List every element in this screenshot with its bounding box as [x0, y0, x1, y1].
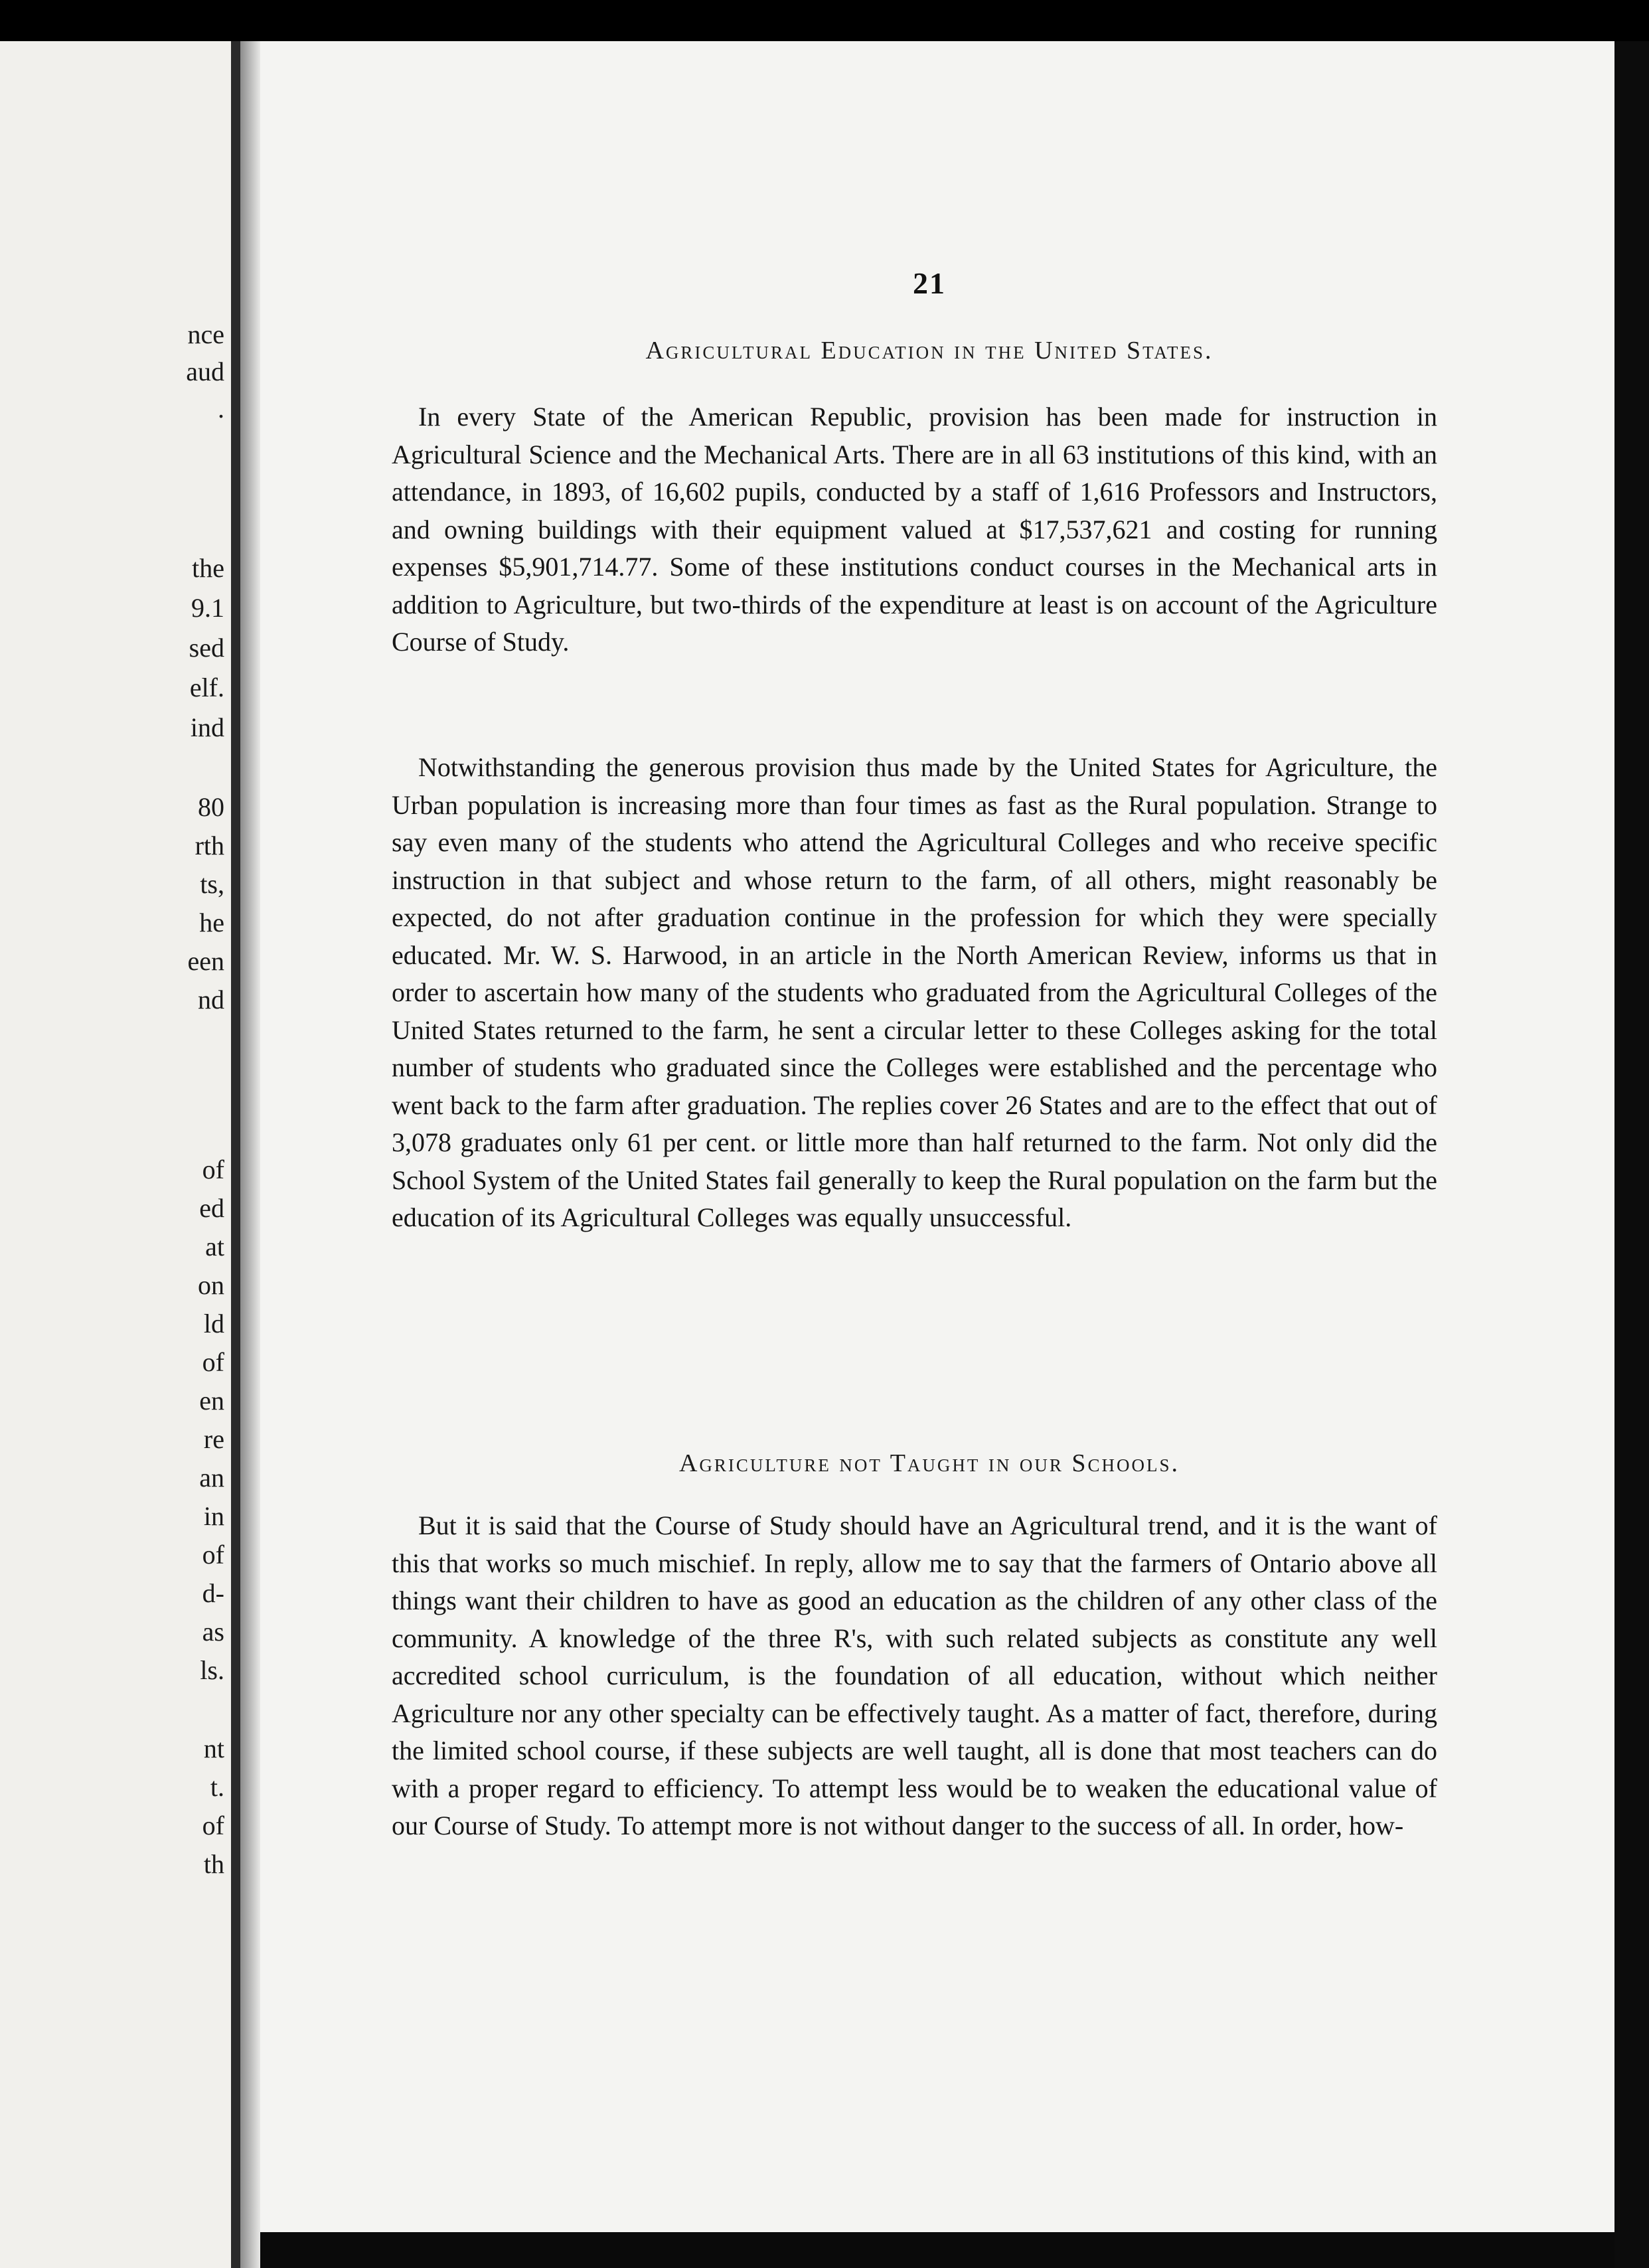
book-binding-gutter	[231, 41, 240, 2268]
left-fragment: ts,	[200, 869, 224, 899]
left-fragment: of	[202, 1347, 224, 1377]
left-fragment: ed	[199, 1193, 224, 1223]
left-fragment: nt	[203, 1734, 224, 1763]
body-paragraph: Notwithstanding the generous provision thus made by the United States for Agriculture, the Urban population is increasing more than four times as fast as the Rural population. Strange to say even many of the students who attend the Agricultural Colleges and who receive specific instruction in that subject and whose return to the farm, of all others, might reasonably be expected, do not after graduation continue in the profession for which they were specially educated. Mr. W. S. Harwood, in an article in the North American Review, informs us that in order to ascertain how many of the students who graduated from the Agricultural Colleges of the United States returned to the farm, he sent a circular letter to these Colleges asking for the total number of students who graduated since the Colleges were established and the percentage who went back to the farm after graduation. The replies cover 26 States and are to the effect that out of 3,078 graduates only 61 per cent. or little more than half returned to the farm. Not only did the School System of the United States fail generally to keep the Rural population on the farm but the education of its Agricultural Colleges was equally unsuccessful.	[392, 752, 1437, 1232]
left-fragment: an	[199, 1463, 224, 1493]
section-heading: Agricultural Education in the United States.	[645, 337, 1214, 364]
left-fragment: elf.	[189, 673, 224, 702]
left-facing-page	[0, 41, 231, 2268]
section-heading: Agriculture not Taught in our Schools.	[678, 1449, 1180, 1477]
left-fragment: ls.	[200, 1655, 224, 1685]
left-fragment: in	[203, 1501, 224, 1531]
left-fragment: at	[205, 1232, 224, 1261]
left-fragment: aud	[186, 357, 224, 386]
left-fragment: ind	[190, 712, 224, 742]
left-fragment: nd	[198, 985, 224, 1014]
left-fragment: .	[218, 394, 224, 424]
left-fragment: of	[202, 1811, 224, 1840]
left-fragment: nce	[187, 319, 224, 349]
gutter-shadow	[240, 41, 260, 2268]
scan-border-right	[1614, 41, 1649, 2268]
left-fragment: ld	[203, 1309, 224, 1338]
left-fragment: een	[187, 946, 224, 976]
left-fragment: d-	[202, 1578, 224, 1608]
left-fragment: the	[192, 553, 224, 583]
left-fragment: re	[203, 1424, 224, 1454]
body-paragraph: But it is said that the Course of Study should have an Agricultural trend, and it is the want of this that works so much mischief. In reply, allow me to say that the farmers of Ontario above all things want their children to have as good an education as the children of any other class of the community. A knowledge of the three R's, with such related subjects as constitute any well accredited school curriculum, is the foundation of all education, without which neither Agriculture nor any other specialty can be effectively taught. As a matter of fact, therefore, during the limited school course, if these subjects are well taught, all is done that most teachers can do with a proper regard to efficiency. To attempt less would be to weaken the educational value of our Course of Study. To attempt more is not without danger to the success of all. In order, how-	[392, 1510, 1437, 1840]
left-fragment: of	[202, 1155, 224, 1184]
left-fragment: 9.1	[191, 593, 224, 623]
left-fragment: t.	[210, 1772, 224, 1802]
scan-border-bottom	[260, 2232, 1614, 2268]
left-fragment: 80	[198, 792, 224, 822]
left-fragment: en	[199, 1386, 224, 1416]
left-fragment: as	[202, 1617, 224, 1647]
left-fragment: th	[203, 1849, 224, 1879]
left-page-text-fragments	[145, 41, 224, 2268]
page-number: 21	[913, 266, 946, 300]
body-paragraph: In every State of the American Republic, provision has been made for instruction in Agricultural Science and the Mechanical Arts. There are in all 63 institutions of this kind, with an attendance, in 1893, of 16,602 pupils, conducted by a staff of 1,616 Professors and Instructors, and owning buildings with their equipment valued at $17,537,621 and costing for running expenses $5,901,714.77. Some of these institutions conduct courses in the Mechanical arts in addition to Agriculture, but two-thirds of the expenditure at least is on account of the Agriculture Course of Study.	[392, 402, 1437, 657]
left-fragment: on	[198, 1270, 224, 1300]
left-fragment: of	[202, 1540, 224, 1570]
left-fragment: he	[199, 908, 224, 937]
left-fragment: rth	[195, 831, 224, 860]
left-fragment: sed	[189, 633, 224, 663]
